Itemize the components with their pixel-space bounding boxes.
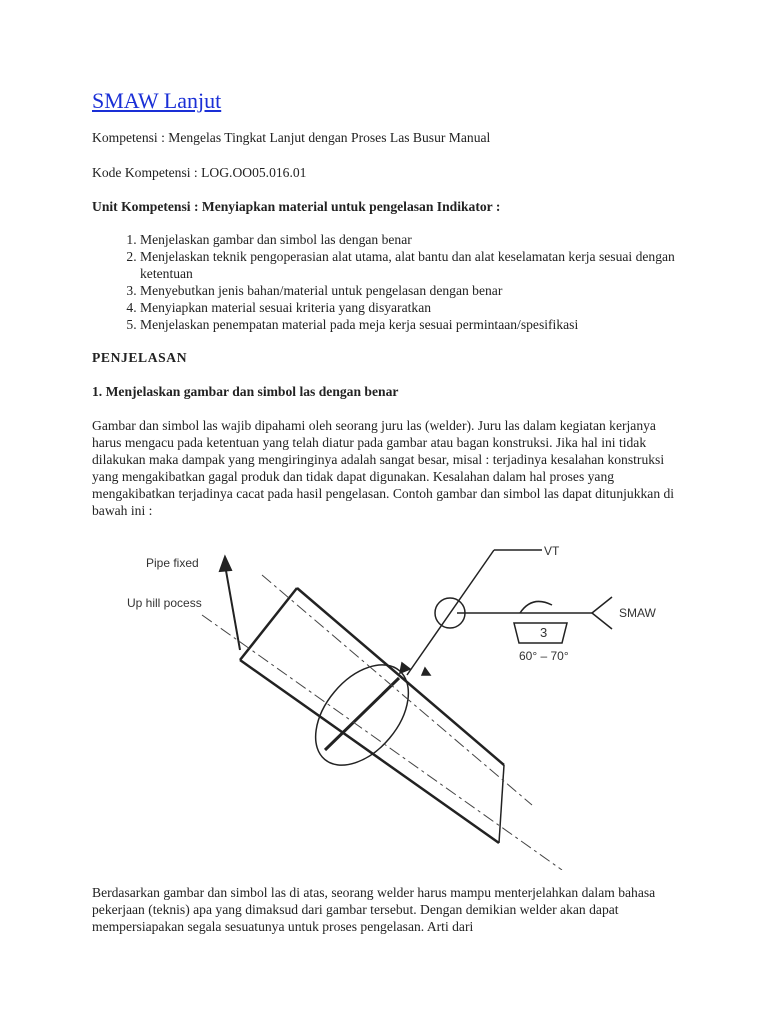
weld-symbol-figure: [92, 535, 704, 870]
label-smaw: SMAW: [619, 606, 656, 620]
indicator-item: 1. Menjelaskan gambar dan simbol las dengan benar: [140, 231, 720, 248]
indicator-item: 3. Menyebutkan jenis bahan/material untuk pengelasan dengan benar: [140, 282, 720, 299]
indicator-list: [92, 231, 720, 333]
center-line: [202, 615, 562, 870]
indicator-item: 2. Menjelaskan teknik pengoperasian alat utama, alat bantu dan alat keselamatan kerja sesuai dengan ketentuan: [140, 248, 720, 282]
weld-leader: [400, 550, 612, 675]
weld-diagram-svg: [92, 535, 704, 870]
label-vt: VT: [544, 544, 560, 558]
paragraph-2: Berdasarkan gambar dan simbol las di atas, seorang welder harus mampu menterjelahkan dalam bahasa pekerjaan (teknis) apa yang dimaksud dari gambar tersebut. Dengan demikian welder akan dapat mempersiapakan segala sesuatunya untuk proses pengelasan. Arti dari: [92, 885, 656, 934]
section1-heading: 1. Menjelaskan gambar dan simbol las dengan benar: [92, 384, 399, 399]
kompetensi-line: Kompetensi : Mengelas Tingkat Lanjut dengan Proses Las Busur Manual: [92, 130, 491, 145]
indicator-item: 5. Menjelaskan penempatan material pada meja kerja sesuai permintaan/spesifikasi: [140, 316, 720, 333]
unit-kompetensi-heading: Unit Kompetensi : Menyiapkan material untuk pengelasan Indikator :: [92, 199, 501, 214]
label-angle: 60° – 70°: [519, 649, 569, 663]
paragraph-1: Gambar dan simbol las wajib dipahami oleh seorang juru las (welder). Juru las dalam kegiatan kerjanya harus mengacu pada ketentuan yang telah diatur pada gambar atau bagan konstruksi. Jika hal ini tidak dilakukan maka dampak yang mengiringinya adalah sangat besar, misal : terjadinya kesalahan konstruksi yang mengakibatkan gagal produk dan tidak dapat digunakan. Kesalahan dalam hal proses yang mengakibatkan terjadinya cacat pada hasil pengelasan. Contoh gambar dan simbol las dapat ditunjukkan di bawah ini :: [92, 418, 675, 518]
page-title-link[interactable]: SMAW Lanjut: [92, 88, 222, 113]
label-pipe-fixed: Pipe fixed: [146, 556, 199, 570]
pipe-drawing: [240, 588, 504, 843]
kode-kompetensi-line: Kode Kompetensi : LOG.OO05.016.01: [92, 165, 307, 180]
indicator-item: 4. Menyiapkan material sesuai kriteria yang disyaratkan: [140, 299, 720, 316]
label-number: 3: [540, 625, 548, 640]
label-up-hill: Up hill pocess: [127, 596, 202, 610]
penjelasan-heading: PENJELASAN: [92, 350, 188, 365]
pipe-fixed-arrow: [220, 557, 240, 650]
